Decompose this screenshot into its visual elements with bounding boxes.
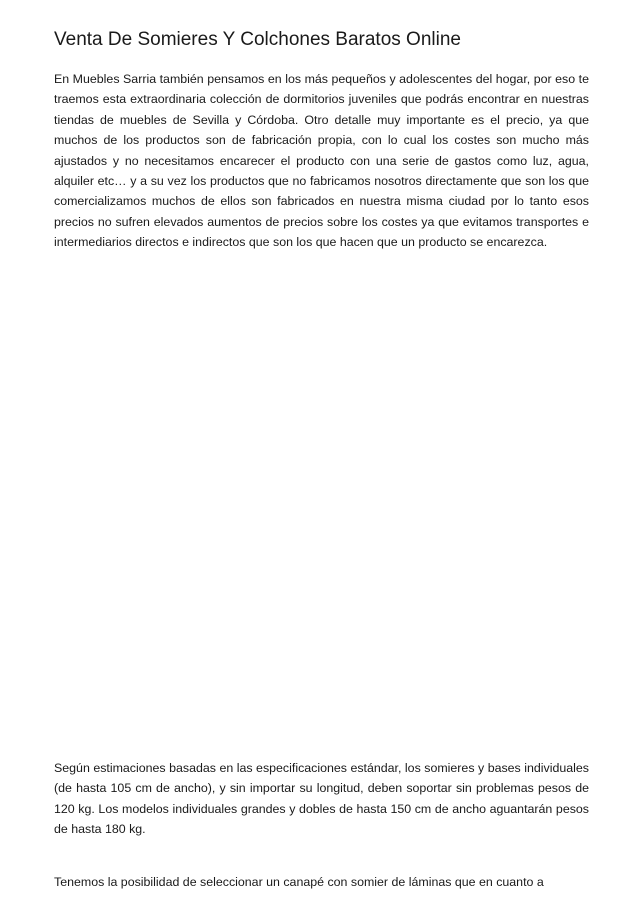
paragraph-canape: Tenemos la posibilidad de seleccionar un canapé con somier de láminas que en cuanto a — [54, 875, 544, 889]
paragraph-intro: En Muebles Sarria también pensamos en los más pequeños y adolescentes del hogar, por eso te traemos esta extraordinaria colección de dormitorios juveniles que podrás encontrar en nuestras tiendas de muebles de Sevilla y Córdoba. Otro detalle muy importante es el precio, ya que muchos de los productos son de fabricación propia, con lo cual los costes son mucho más ajustados y no necesitamos encarecer el producto con una serie de gastos como luz, agua, alquiler etc… y a su vez los productos que no fabricamos nosotros directamente que son los que comercializamos muchos de ellos son fabricados en nuestra misma ciudad por lo tanto esos precios no sufren elevados aumentos de precios sobre los costes ya que evitamos transportes e intermediarios directos e indirectos que son los que hacen que un producto se encarezca. — [54, 72, 589, 250]
blank-content-area — [54, 270, 589, 750]
document-title: Venta De Somieres Y Colchones Baratos Online — [54, 29, 461, 50]
paragraph-weight-specs: Según estimaciones basadas en las especificaciones estándar, los somieres y bases individuales (de hasta 105 cm de ancho), y sin importar su longitud, deben soportar sin problemas pesos de 120 kg. Los modelos individuales grandes y dobles de hasta 150 cm de ancho aguantarán pesos de hasta 180 kg. — [54, 761, 589, 837]
